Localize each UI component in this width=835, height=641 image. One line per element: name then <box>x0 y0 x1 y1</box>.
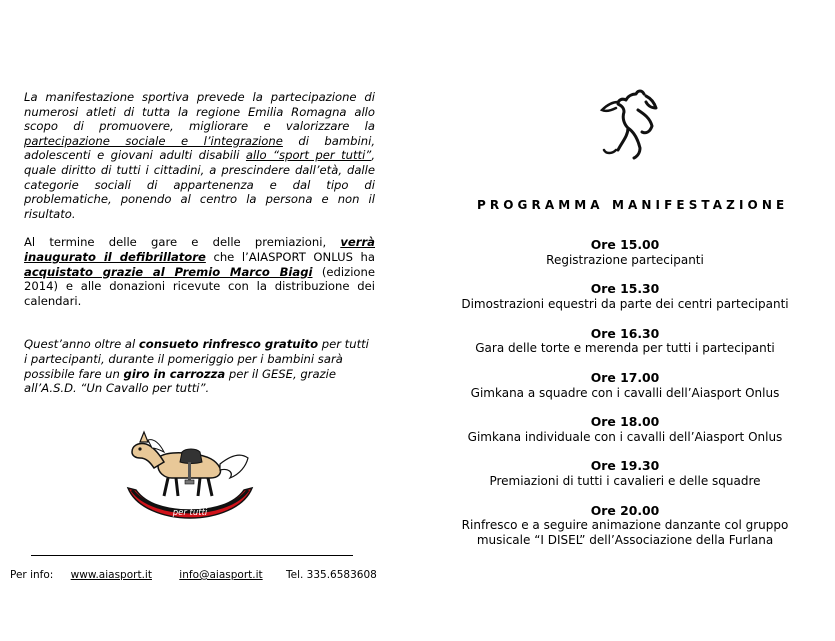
logo-text-line1: Un cavallo <box>167 499 213 509</box>
intro-underlined-sport: allo “sport per tutti” <box>245 148 372 163</box>
schedule-description: musicale “I DISEL” dell’Associazione della Furlana <box>476 533 774 548</box>
phone-number: Tel. 335.6583608 <box>285 569 377 581</box>
rocking-horse-logo <box>124 422 256 522</box>
defib-text: Al termine delle gare e delle premiazioni, <box>24 235 341 250</box>
schedule-time: Ore 18.00 <box>590 414 660 430</box>
intro-text: di bambini, adolescenti e giovani adulti disabili <box>24 133 375 163</box>
refresh-text: Quest’anno oltre al <box>24 337 139 352</box>
schedule-time: Ore 20.00 <box>590 502 660 518</box>
defib-award: acquistato grazie al Premio Marco Biagi <box>24 264 313 279</box>
intro-underlined-inclusion: partecipazione sociale e l’integrazione <box>24 133 283 148</box>
footer-label: Per info: <box>10 569 54 581</box>
schedule-item <box>440 371 810 415</box>
schedule-item <box>440 327 810 371</box>
program-title: PROGRAMMA MANIFESTAZIONE <box>477 198 789 212</box>
footer-contact <box>10 569 377 581</box>
schedule-description: Dimostrazioni equestri da parte dei centri partecipanti <box>461 297 789 311</box>
schedule-time: Ore 16.30 <box>590 325 660 341</box>
schedule-time: Ore 15.00 <box>590 237 660 252</box>
footer-divider <box>31 555 353 556</box>
schedule-description: Gimkana individuale con i cavalli dell’Aiasport Onlus <box>467 429 783 444</box>
schedule-description: Gimkana a squadre con i cavalli dell’Aiasport Onlus <box>470 385 780 400</box>
horse-icon <box>598 88 660 160</box>
schedule-description: Rinfresco e a seguire animazione danzante col gruppo <box>461 518 789 533</box>
defib-text: (edizione 2014) e alle donazioni ricevute con la distribuzione dei calendari. <box>24 264 375 308</box>
intro-text: , quale diritto di tutti i cittadini, a prescindere dall’età, dalle categorie sociali di appartenenza e dal tipo di problematiche, ponendo al centro la persona e non il risultato. <box>24 148 376 221</box>
defibrillator-paragraph <box>24 235 375 308</box>
schedule-description: Premiazioni di tutti i cavalieri e delle squadre <box>489 474 761 489</box>
schedule-item <box>440 459 810 503</box>
logo-text-line2: per tutti <box>172 508 208 518</box>
schedule-item <box>440 504 810 548</box>
program-schedule <box>440 238 810 548</box>
schedule-item <box>440 238 810 282</box>
description-column <box>24 90 375 396</box>
schedule-time: Ore 15.30 <box>590 281 660 297</box>
schedule-item <box>440 282 810 326</box>
email-link[interactable]: info@aiasport.it <box>179 569 263 581</box>
carriage-highlight: giro in carrozza <box>123 366 226 381</box>
schedule-time: Ore 19.30 <box>590 458 660 474</box>
schedule-time: Ore 17.00 <box>590 369 660 385</box>
schedule-description: Registrazione partecipanti <box>546 252 704 267</box>
schedule-item <box>440 415 810 459</box>
defib-highlight: verrà inaugurato il defibrillatore <box>24 235 375 264</box>
refresh-text: per il GESE, grazie all’A.S.D. “Un Cavallo per tutti”. <box>24 366 336 396</box>
intro-paragraph <box>24 90 375 221</box>
refresh-text: per tutti i partecipanti, durante il pomeriggio per i bambini sarà possibile fare un <box>24 337 369 381</box>
defib-text: che l’AIASPORT ONLUS ha <box>205 249 375 264</box>
refresh-highlight: consueto rinfresco gratuito <box>138 337 319 352</box>
refreshment-paragraph <box>24 337 375 395</box>
intro-text: La manifestazione sportiva prevede la partecipazione di numerosi atleti di tutta la regione Emilia Romagna allo scopo di promuovere, migliorare e valorizzare la <box>24 90 375 134</box>
website-link[interactable]: www.aiasport.it <box>70 569 152 581</box>
schedule-description: Gara delle torte e merenda per tutti i partecipanti <box>475 341 775 356</box>
